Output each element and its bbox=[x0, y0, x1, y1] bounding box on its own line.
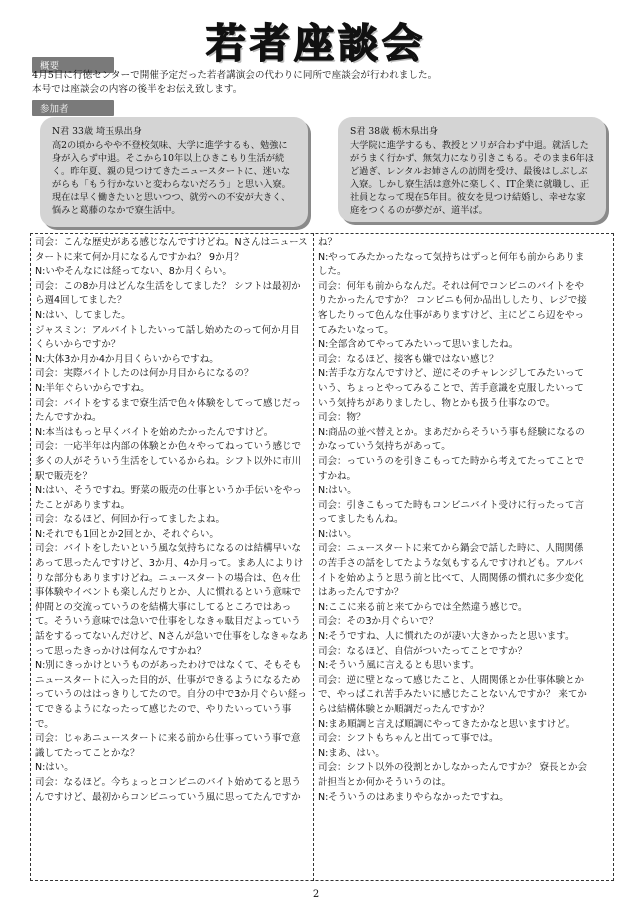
dialogue-line: N:はい。 bbox=[35, 762, 74, 774]
dialogue-line: N:ここに来る前と来てからでは全然違う感じで。 bbox=[318, 601, 528, 613]
dialogue-line: 司会：っていうのを引きこもってた時から考えてたってことですかね。 bbox=[318, 455, 585, 482]
intro-line: 本号では座談会の内容の後半をお伝え致します。 bbox=[32, 84, 243, 95]
dialogue-line: 司会：この8か月はどんな生活をしてました？ シフトは最初から週4回してました？ bbox=[35, 280, 301, 307]
overview-section-label: 概要 bbox=[32, 57, 114, 73]
dialogue-line: 司会：シフトもちゃんと出てって事では。 bbox=[318, 733, 499, 745]
dialogue-line: 司会：バイトをするまで寮生活で色々体験をしてって感じだったんですかね。 bbox=[35, 397, 302, 424]
dialogue-line: N:半年ぐらいからですね。 bbox=[35, 382, 150, 394]
dialogue-line: N:いやそんなには経ってない、8か月くらい。 bbox=[35, 266, 232, 278]
dialogue-line: N:商品の並べ替えとか。まあだからそういう事も経験になるのかなっていう気持ちがあって。 bbox=[318, 426, 585, 453]
dialogue-line: 司会：物？ bbox=[318, 412, 366, 424]
dialogue-line: N:全部含めてやってみたいって思いましたね。 bbox=[318, 339, 519, 351]
dialogue-line: N:そういうのはあまりやらなかったですね。 bbox=[318, 791, 509, 803]
dialogue-line: N:はい。 bbox=[318, 485, 357, 497]
dialogue-column-right bbox=[318, 236, 592, 805]
participant-profile: 高2の頃からやや不登校気味、大学に進学するも、勉強に身が入らず中退。そこから10年以上ひきこもり生活が続く。昨年夏、親の見つけてきたニュースタートに、迷いながらも「もう行かないと変わらないだろう」と思い入寮。現在は早く働きたいと思いつつ、就労への不安が大きく、悩みと葛藤のなかで寮生活中。 bbox=[52, 140, 291, 216]
column-divider bbox=[313, 233, 314, 881]
dialogue-line: N:そうですね、人に慣れたのが凄い大きかったと思います。 bbox=[318, 631, 575, 643]
dialogue-line: N:はい、そうですね。野菜の販売の仕事というか手伝いをやったことがありますね。 bbox=[35, 485, 302, 511]
dialogue-line: 司会：バイトをしたいという風な気持ちになるのは結構早いなあって思ったんですけど、3か月、4か月って。まあ人によりけりな部分もありますけどね。ニュースタートの場合は、色々仕事体験やイベントも楽しんだりとか、人に慣れるという意味で仲間との交流っていうのを結構大事にしてるところではあって。そういう意味では急いで仕事をしなきゃ駄目だよっていう話をするってないんだけど、Nさんが急いで仕事をしなきゃなあって思ったきっかけは何なんですかね？ bbox=[35, 543, 309, 657]
dialogue-line: 司会：こんな歴史がある感じなんですけどね。Nさんはニュースタートに来て何か月になるんですかね？ 9か月？ bbox=[35, 237, 308, 263]
participant-box-s bbox=[338, 117, 606, 222]
participant-header: N君 33歳 埼玉県出身 bbox=[52, 126, 142, 137]
dialogue-line: N:苦手な方なんですけど、逆にそのチャレンジしてみたいっていう、ちょっとやってみることで、苦手意識を克服したいっていう気持ちがありましたし、物とかも扱う仕事なので。 bbox=[318, 368, 585, 409]
dialogue-line: N:別にきっかけというものがあったわけではなくて、そもそもニュースタートに入った目的が、仕事ができるようになるためっていうのははっきりしてたので。自分の中で3か月ぐらい経ってできるようになったって感じたので、やりたいっていう事で。 bbox=[35, 660, 307, 730]
dialogue-line: N:大体3か月か4か月目くらいからですね。 bbox=[35, 353, 219, 365]
dialogue-line: 司会：一応半年は内部の体験とか色々やってねっていう感じで多くの人がそういう生活をしているからね。シフト以外に市川駅で販売を？ bbox=[35, 441, 302, 482]
dialogue-line: N:やってみたかったなって気持ちはずっと何年も前からありました。 bbox=[318, 251, 585, 278]
dialogue-column-left bbox=[35, 236, 309, 805]
dialogue-line: 司会：ニュースタートに来てから鍋会で話した時に、人間関係の苦手さの話をしてたような気もするんですけれども。アルバイトを始めようと思う前と比べて、人間関係の慣れに多少変化はあったんですか？ bbox=[318, 543, 584, 599]
page-title: 若者座談会 bbox=[206, 21, 426, 67]
dialogue-line: N:はい、してました。 bbox=[35, 309, 131, 321]
dialogue-line: 司会：なるほど。今ちょっとコンビニのバイト始めてると思うんですけど、最初からコンビニっていう風に思ってたんですか bbox=[35, 776, 302, 803]
dialogue-line: 司会：なるほど、自信がついたってことですか？ bbox=[318, 645, 528, 657]
dialogue-line: N:まあ、はい。 bbox=[318, 747, 385, 759]
dialogue-line: N:そういう風に言えるとも思います。 bbox=[318, 660, 480, 672]
dialogue-line: ジャスミン：アルバイトしたいって話し始めたのって何か月目くらいからですか？ bbox=[35, 324, 300, 351]
intro-line: 4月5日に行徳センターで開催予定だった若者講演会の代わりに同所で座談会が行われました。 bbox=[32, 70, 438, 81]
dialogue-line: 司会：シフト以外の役割とかしなかったんですか？ 寮長とか会計担当とか何かそういうのは。 bbox=[318, 762, 588, 788]
dialogue-line: N:まあ順調と言えば順調にやってきたかなと思いますけど。 bbox=[318, 718, 576, 730]
dialogue-line: 司会：実際バイトしたのは何か月目からになるの？ bbox=[35, 368, 254, 380]
dialogue-line: 司会：逆に壁となって感じたこと、人間関係とか仕事体験とかで、やっぱこれ苦手みたいに感じたことないんですか？ 来てからは結構体験とか順調だったんですか？ bbox=[318, 674, 587, 715]
dialogue-line: 司会：引きこもってた時もコンビニバイト受けに行ったって言ってましたもんね。 bbox=[318, 499, 585, 526]
dialogue-line: 司会：なるほど、何回か行ってましたよね。 bbox=[35, 514, 226, 526]
dialogue-line: N:本当はもっと早くバイトを始めたかったんですけど。 bbox=[35, 426, 274, 438]
dialogue-line: 司会：その3か月ぐらいで？ bbox=[318, 616, 439, 628]
dialogue-line: ね？ bbox=[318, 237, 338, 248]
page-number: 2 bbox=[312, 889, 320, 900]
dialogue-line: 司会：何年も前からなんだ。それは何でコンビニのバイトをやりたかったんですか？ コンビニも何か品出ししたり、レジで接客したりって色んな仕事がありますけど、主にどこら辺をやってみたいなって。 bbox=[318, 280, 587, 336]
dialogue-line: 司会：じゃあニュースタートに来る前から仕事っていう事で意識してたってことかな？ bbox=[35, 733, 301, 759]
participants-section-label: 参加者 bbox=[32, 100, 114, 116]
intro-text bbox=[32, 69, 612, 97]
dialogue-line: 司会：なるほど、接客も嫌ではない感じ？ bbox=[318, 353, 499, 365]
participant-header: S君 38歳 栃木県出身 bbox=[350, 126, 439, 137]
dialogue-line: N:はい。 bbox=[318, 528, 357, 540]
dialogue-line: N:それでも1回とか2回とか、それぐらい。 bbox=[35, 528, 219, 540]
participant-profile: 大学院に進学するも、教授とソリが合わず中退。就活したがうまく行かず、無気力になり引きこもる。そのまま6年ほど過ぎ、レンタルお姉さんの訪問を受け、最後はしぶしぶ入寮。しかし寮生活は意外に楽しく、IT企業に就職し、正社員となって現在5年目。彼女を見つけ結婚し、幸せな家庭をつくるのが夢だが、道半ば。 bbox=[350, 140, 594, 216]
participant-box-n bbox=[40, 117, 308, 227]
